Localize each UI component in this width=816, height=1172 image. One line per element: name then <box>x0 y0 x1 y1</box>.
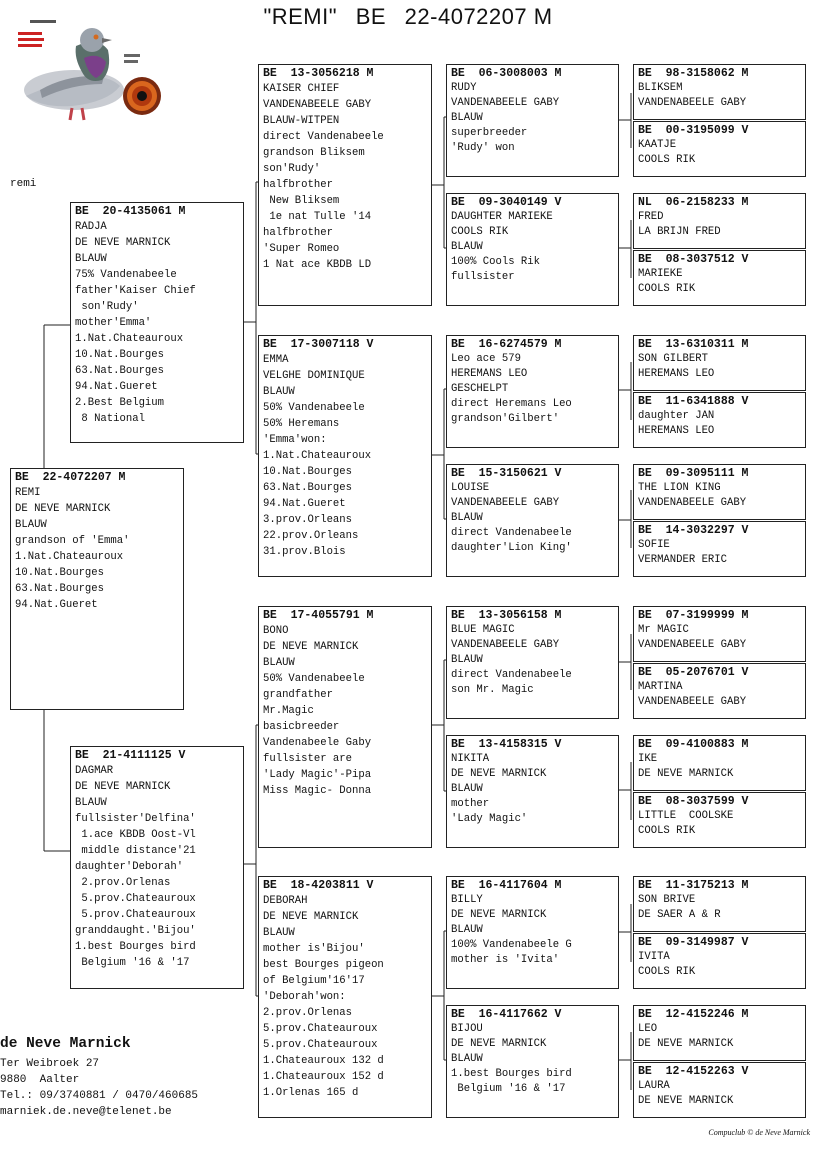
grandparent-ring: BE 17-3007118 V <box>263 338 374 351</box>
great-great-grandparent-card[interactable] <box>633 663 806 719</box>
great-grandparent-card[interactable] <box>446 464 619 577</box>
title-country: BE <box>355 4 387 29</box>
gggp-ring: BE 08-3037512 V <box>638 253 749 266</box>
detail-line: Leo ace 579 <box>451 353 521 365</box>
detail-line: 'Super Romeo <box>263 243 340 255</box>
gggp-ring: BE 08-3037599 V <box>638 795 749 808</box>
ggp-ring: BE 13-4158315 V <box>451 738 562 751</box>
detail-line: mother <box>451 798 490 810</box>
detail-line: best Bourges pigeon <box>263 959 384 971</box>
great-great-grandparent-card[interactable] <box>633 392 806 448</box>
detail-line: Mr MAGIC <box>638 624 689 636</box>
owner-email[interactable]: marniek.de.neve@telenet.be <box>0 1106 172 1118</box>
detail-line: 50% Vandenabeele <box>263 673 365 685</box>
detail-line: VERMANDER ERIC <box>638 554 728 566</box>
detail-line: BLAUW <box>263 657 295 669</box>
detail-line: 94.Nat.Gueret <box>15 599 98 611</box>
detail-line: 8 National <box>75 413 145 425</box>
detail-line: 1.Orlenas 165 d <box>263 1087 359 1099</box>
detail-line: 50% Vandenabeele <box>263 402 365 414</box>
gggp-ring: BE 98-3158062 M <box>638 67 749 80</box>
detail-line: LAURA <box>638 1080 670 1092</box>
detail-line: BONO <box>263 625 289 637</box>
detail-line: 100% Vandenabeele G <box>451 939 572 951</box>
detail-line: BLAUW <box>451 783 483 795</box>
detail-line: 2.prov.Orlenas <box>75 877 171 889</box>
detail-line: SON GILBERT <box>638 353 708 365</box>
detail-line: 1.Chateauroux 132 d <box>263 1055 384 1067</box>
detail-line: Mr.Magic <box>263 705 314 717</box>
detail-line: DE NEVE MARNICK <box>263 911 359 923</box>
detail-line: daughter'Lion King' <box>451 542 572 554</box>
subject-details <box>15 485 179 613</box>
great-great-grandparent-card[interactable] <box>633 250 806 306</box>
detail-line: grandson Bliksem <box>263 147 365 159</box>
detail-line: halfbrother <box>263 227 333 239</box>
detail-line: direct Heremans Leo <box>451 398 572 410</box>
detail-line: RADJA <box>75 221 107 233</box>
dam-ring: BE 21-4111125 V <box>75 749 186 762</box>
detail-line: New Bliksem <box>263 195 340 207</box>
footer-credit: Compuclub © de Neve Marnick <box>708 1128 810 1137</box>
detail-line: VANDENABEELE GABY <box>638 497 747 509</box>
detail-line: 63.Nat.Bourges <box>15 583 105 595</box>
detail-line: VANDENABEELE GABY <box>638 696 747 708</box>
detail-line: LA BRIJN FRED <box>638 226 721 238</box>
detail-line: direct Vandenabeele <box>263 131 384 143</box>
detail-line: mother is 'Ivita' <box>451 954 560 966</box>
grandparent-card-2[interactable] <box>258 335 432 577</box>
gggp-ring: NL 06-2158233 M <box>638 196 749 209</box>
gggp-ring: BE 00-3195099 V <box>638 124 749 137</box>
great-great-grandparent-card[interactable] <box>633 64 806 120</box>
great-grandparent-card[interactable] <box>446 335 619 448</box>
detail-line: 63.Nat.Bourges <box>75 365 165 377</box>
detail-line: MARIEKE <box>638 268 683 280</box>
title-name: "REMI" <box>263 4 338 29</box>
gggp-ring: BE 07-3199999 M <box>638 609 749 622</box>
great-great-grandparent-card[interactable] <box>633 335 806 391</box>
detail-line: Miss Magic- Donna <box>263 785 372 797</box>
great-great-grandparent-card[interactable] <box>633 735 806 791</box>
gggp-ring: BE 11-6341888 V <box>638 395 749 408</box>
owner-name: de Neve Marnick <box>0 1036 131 1052</box>
detail-line: VELGHE DOMINIQUE <box>263 370 365 382</box>
detail-line: 10.Nat.Bourges <box>75 349 165 361</box>
gggp-ring: BE 14-3032297 V <box>638 524 749 537</box>
great-grandparent-card[interactable] <box>446 193 619 306</box>
gggp-ring: BE 05-2076701 V <box>638 666 749 679</box>
great-great-grandparent-card[interactable] <box>633 464 806 520</box>
detail-line: DE NEVE MARNICK <box>451 768 547 780</box>
detail-line: mother'Emma' <box>75 317 152 329</box>
detail-line: fullsister <box>451 271 515 283</box>
detail-line: COOLS RIK <box>638 966 696 978</box>
detail-line: THE LION KING <box>638 482 721 494</box>
detail-line: BILLY <box>451 894 483 906</box>
detail-line: 1.Chateauroux 152 d <box>263 1071 384 1083</box>
great-great-grandparent-card[interactable] <box>633 933 806 989</box>
detail-line: IVITA <box>638 951 670 963</box>
detail-line: 5.prov.Chateauroux <box>75 893 196 905</box>
detail-line: daughter'Deborah' <box>75 861 184 873</box>
great-grandparent-card[interactable] <box>446 1005 619 1118</box>
detail-line: 22.prov.Orleans <box>263 530 359 542</box>
detail-line: BLAUW <box>263 927 295 939</box>
detail-line: 94.Nat.Gueret <box>75 381 158 393</box>
detail-line: BLAUW <box>15 519 47 531</box>
dam-card[interactable] <box>70 746 244 989</box>
detail-line: 1.Nat.Chateauroux <box>263 450 372 462</box>
detail-line: 3.prov.Orleans <box>263 514 353 526</box>
detail-line: BLAUW <box>451 512 483 524</box>
detail-line: BLAUW <box>451 112 483 124</box>
detail-line: 94.Nat.Gueret <box>263 498 346 510</box>
detail-line: 1.best Bourges bird <box>75 941 196 953</box>
title-ring: 22-4072207 M <box>404 4 553 29</box>
detail-line: HEREMANS LEO <box>451 368 528 380</box>
detail-line: son'Rudy' <box>263 163 321 175</box>
detail-line: BLAUW-WITPEN <box>263 115 340 127</box>
detail-line: VANDENABEELE GABY <box>638 639 747 651</box>
detail-line: 63.Nat.Bourges <box>263 482 353 494</box>
detail-line: DE NEVE MARNICK <box>451 909 547 921</box>
detail-line: 1.Nat.Chateauroux <box>75 333 184 345</box>
detail-line: 31.prov.Blois <box>263 546 346 558</box>
owner-city: 9880 Aalter <box>0 1074 80 1086</box>
detail-line: 5.prov.Chateauroux <box>263 1023 378 1035</box>
detail-line: BLAUW <box>451 241 483 253</box>
detail-line: Belgium '16 & '17 <box>75 957 190 969</box>
detail-line: halfbrother <box>263 179 333 191</box>
owner-address: Ter Weibroek 27 <box>0 1058 100 1070</box>
detail-line: VANDENABEELE GABY <box>263 99 372 111</box>
detail-line: 1.Nat.Chateauroux <box>15 551 124 563</box>
detail-line: 'Rudy' won <box>451 142 515 154</box>
detail-line: DEBORAH <box>263 895 308 907</box>
detail-line: 5.prov.Chateauroux <box>263 1039 378 1051</box>
pigeon-logo-image <box>12 14 162 132</box>
gggp-ring: BE 09-3095111 M <box>638 467 749 480</box>
detail-line: 50% Heremans <box>263 418 340 430</box>
detail-line: grandson of 'Emma' <box>15 535 130 547</box>
detail-line: COOLS RIK <box>638 154 696 166</box>
detail-line: BLAUW <box>451 654 483 666</box>
detail-line: MARTINA <box>638 681 683 693</box>
detail-line: LITTLE COOLSKE <box>638 810 734 822</box>
detail-line: COOLS RIK <box>451 226 509 238</box>
detail-line: VANDENABEELE GABY <box>451 497 560 509</box>
detail-line: VANDENABEELE GABY <box>638 97 747 109</box>
great-grandparent-card[interactable] <box>446 735 619 848</box>
detail-line: DAUGHTER MARIEKE <box>451 211 553 223</box>
detail-line: SOFIE <box>638 539 670 551</box>
detail-line: LOUISE <box>451 482 490 494</box>
detail-line: DE NEVE MARNICK <box>75 237 171 249</box>
great-great-grandparent-card[interactable] <box>633 1005 806 1061</box>
grandparent-ring: BE 13-3056218 M <box>263 67 374 80</box>
great-great-grandparent-card[interactable] <box>633 876 806 932</box>
detail-line: DAGMAR <box>75 765 114 777</box>
detail-line: BIJOU <box>451 1023 483 1035</box>
gggp-ring: BE 13-6310311 M <box>638 338 749 351</box>
detail-line: RUDY <box>451 82 477 94</box>
detail-line: Belgium '16 & '17 <box>451 1083 566 1095</box>
detail-line: fullsister are <box>263 753 353 765</box>
grandparent-card-4[interactable] <box>258 876 432 1118</box>
detail-line: IKE <box>638 753 658 765</box>
grandparent-card-1[interactable] <box>258 64 432 306</box>
grandparent-ring: BE 17-4055791 M <box>263 609 374 622</box>
detail-line: grandfather <box>263 689 333 701</box>
detail-line: DE NEVE MARNICK <box>263 641 359 653</box>
detail-line: 'Lady Magic'-Pipa <box>263 769 372 781</box>
detail-line: DE SAER A & R <box>638 909 721 921</box>
great-great-grandparent-card[interactable] <box>633 606 806 662</box>
detail-line: 10.Nat.Bourges <box>15 567 105 579</box>
detail-line: LEO <box>638 1023 658 1035</box>
detail-line: FRED <box>638 211 664 223</box>
great-great-grandparent-card[interactable] <box>633 521 806 577</box>
detail-line: GESCHELPT <box>451 383 509 395</box>
detail-line: COOLS RIK <box>638 825 696 837</box>
detail-line: COOLS RIK <box>638 283 696 295</box>
ggp-ring: BE 09-3040149 V <box>451 196 562 209</box>
ggp-ring: BE 15-3150621 V <box>451 467 562 480</box>
gggp-ring: BE 11-3175213 M <box>638 879 749 892</box>
detail-line: 'Emma'won: <box>263 434 327 446</box>
detail-line: BLAUW <box>75 253 107 265</box>
detail-line: 2.Best Belgium <box>75 397 165 409</box>
great-grandparent-card[interactable] <box>446 64 619 177</box>
detail-line: mother is'Bijou' <box>263 943 365 955</box>
detail-line: DE NEVE MARNICK <box>638 768 734 780</box>
great-great-grandparent-card[interactable] <box>633 1062 806 1118</box>
detail-line: DE NEVE MARNICK <box>451 1038 547 1050</box>
owner-phone: Tel.: 09/3740881 / 0470/460685 <box>0 1090 199 1102</box>
grandparent-ring: BE 18-4203811 V <box>263 879 374 892</box>
detail-line: daughter JAN <box>638 410 715 422</box>
detail-line: KAISER CHIEF <box>263 83 340 95</box>
detail-line: fullsister'Delfina' <box>75 813 196 825</box>
detail-line: 'Lady Magic' <box>451 813 528 825</box>
detail-line: 1.best Bourges bird <box>451 1068 572 1080</box>
detail-line: BLAUW <box>451 924 483 936</box>
ggp-ring: BE 16-4117662 V <box>451 1008 562 1021</box>
gggp-ring: BE 09-3149987 V <box>638 936 749 949</box>
gggp-ring: BE 12-4152263 V <box>638 1065 749 1078</box>
subject-card[interactable] <box>10 468 184 710</box>
detail-line: son'Rudy' <box>75 301 139 313</box>
detail-line: SON BRIVE <box>638 894 696 906</box>
detail-line: Vandenabeele Gaby <box>263 737 372 749</box>
ggp-ring: BE 06-3008003 M <box>451 67 562 80</box>
detail-line: DE NEVE MARNICK <box>638 1095 734 1107</box>
detail-line: BLUE MAGIC <box>451 624 515 636</box>
detail-line: DE NEVE MARNICK <box>75 781 171 793</box>
great-grandparent-card[interactable] <box>446 876 619 989</box>
detail-line: direct Vandenabeele <box>451 669 572 681</box>
detail-line: BLAUW <box>263 386 295 398</box>
detail-line: EMMA <box>263 354 289 366</box>
detail-line: KAATJE <box>638 139 677 151</box>
great-great-grandparent-card[interactable] <box>633 193 806 249</box>
detail-line: granddaught.'Bijou' <box>75 925 196 937</box>
detail-line: 'Deborah'won: <box>263 991 346 1003</box>
detail-line: REMI <box>15 487 41 499</box>
detail-line: son Mr. Magic <box>451 684 534 696</box>
detail-line: HEREMANS LEO <box>638 368 715 380</box>
sire-ring: BE 20-4135061 M <box>75 205 186 218</box>
detail-line: BLAUW <box>451 1053 483 1065</box>
ggp-ring: BE 16-6274579 M <box>451 338 562 351</box>
ggp-ring: BE 16-4117604 M <box>451 879 562 892</box>
gggp-ring: BE 12-4152246 M <box>638 1008 749 1021</box>
detail-line: VANDENABEELE GABY <box>451 639 560 651</box>
detail-line: HEREMANS LEO <box>638 425 715 437</box>
detail-line: DE NEVE MARNICK <box>15 503 111 515</box>
detail-line: of Belgium'16'17 <box>263 975 365 987</box>
detail-line: 100% Cools Rik <box>451 256 541 268</box>
detail-line: 1.ace KBDB Oost-Vl <box>75 829 196 841</box>
detail-line: 1e nat Tulle '14 <box>263 211 372 223</box>
gggp-ring: BE 09-4100883 M <box>638 738 749 751</box>
detail-line: 5.prov.Chateauroux <box>75 909 196 921</box>
detail-line: father'Kaiser Chief <box>75 285 196 297</box>
detail-line: 1 Nat ace KBDB LD <box>263 259 372 271</box>
ggp-ring: BE 13-3056158 M <box>451 609 562 622</box>
great-great-grandparent-card[interactable] <box>633 121 806 177</box>
detail-line: DE NEVE MARNICK <box>638 1038 734 1050</box>
detail-line: 75% Vandenabeele <box>75 269 177 281</box>
detail-line: direct Vandenabeele <box>451 527 572 539</box>
great-great-grandparent-card[interactable] <box>633 792 806 848</box>
detail-line: superbreeder <box>451 127 528 139</box>
grandparent-card-3[interactable] <box>258 606 432 848</box>
owner-contact-block <box>0 1034 198 1120</box>
detail-line: BLIKSEM <box>638 82 683 94</box>
detail-line: 10.Nat.Bourges <box>263 466 353 478</box>
sire-card[interactable] <box>70 202 244 443</box>
detail-line: BLAUW <box>75 797 107 809</box>
subject-ring: BE 22-4072207 M <box>15 471 126 484</box>
detail-line: grandson'Gilbert' <box>451 413 560 425</box>
detail-line: middle distance'21 <box>75 845 196 857</box>
great-grandparent-card[interactable] <box>446 606 619 719</box>
logo-label: remi <box>10 178 37 190</box>
detail-line: VANDENABEELE GABY <box>451 97 560 109</box>
detail-line: 2.prov.Orlenas <box>263 1007 353 1019</box>
detail-line: NIKITA <box>451 753 490 765</box>
detail-line: basicbreeder <box>263 721 340 733</box>
